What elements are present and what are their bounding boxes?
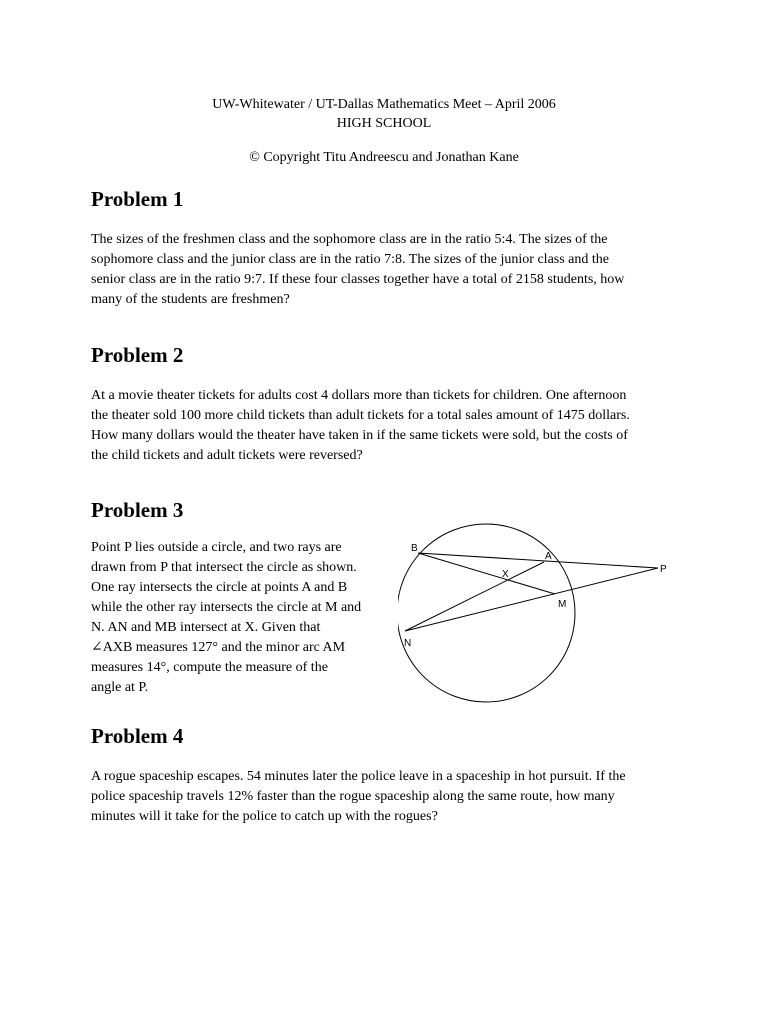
problem-1-heading: Problem 1 xyxy=(91,187,184,211)
title-line-1: UW-Whitewater / UT-Dallas Mathematics Meet – April 2006 xyxy=(212,97,556,112)
chord-an xyxy=(405,562,544,631)
label-a: A xyxy=(545,551,552,562)
problem-1-line: many of the students are freshmen? xyxy=(91,292,290,307)
problem-3-line: measures 14°, compute the measure of the xyxy=(91,660,328,675)
problem-4-line: minutes will it take for the police to catch up with the rogues? xyxy=(91,809,438,824)
problem-3-line: angle at P. xyxy=(91,680,149,695)
problem-4-heading: Problem 4 xyxy=(91,724,184,748)
chord-bm xyxy=(418,553,555,594)
problem-3-line: One ray intersects the circle at points A and B xyxy=(91,580,348,595)
problem-2-text xyxy=(91,386,691,466)
problem-4-text xyxy=(91,767,691,827)
problem-1-line: The sizes of the freshmen class and the sophomore class are in the ratio 5:4. The sizes of the xyxy=(91,232,608,247)
label-m: M xyxy=(558,599,567,610)
problem-2-heading: Problem 2 xyxy=(91,343,184,367)
problem-3-line: Point P lies outside a circle, and two rays are xyxy=(91,540,342,555)
problem-3-line: ∠AXB measures 127° and the minor arc AM xyxy=(91,640,346,655)
problem-2-line: the child tickets and adult tickets were reversed? xyxy=(91,448,363,463)
problem-4-line: police spaceship travels 12% faster than the rogue spaceship along the same route, how many xyxy=(91,789,615,804)
ray-pmn xyxy=(405,568,658,631)
circle-secant-diagram xyxy=(398,518,690,708)
problem-3-line: while the other ray intersects the circle at M and xyxy=(91,600,362,615)
problem-3-line: N. AN and MB intersect at X. Given that xyxy=(91,620,321,635)
problem-3-heading: Problem 3 xyxy=(91,498,184,522)
problem-2-line: How many dollars would the theater have taken in if the same tickets were sold, but the costs of xyxy=(91,428,628,443)
problem-1-line: senior class are in the ratio 9:7. If these four classes together have a total of 2158 students, how xyxy=(91,272,625,287)
copyright-line: © Copyright Titu Andreescu and Jonathan Kane xyxy=(249,150,519,165)
ray-pab xyxy=(418,553,658,568)
label-p: P xyxy=(660,564,667,575)
problem-2-line: the theater sold 100 more child tickets than adult tickets for a total sales amount of 1475 dollars. xyxy=(91,408,630,423)
problem-2-line: At a movie theater tickets for adults cost 4 dollars more than tickets for children. One afternoon xyxy=(91,388,627,403)
label-n: N xyxy=(404,638,412,649)
label-x: X xyxy=(502,569,509,580)
document-title xyxy=(0,95,768,133)
title-line-2: HIGH SCHOOL xyxy=(336,116,432,131)
problem-4-line: A rogue spaceship escapes. 54 minutes later the police leave in a spaceship in hot pursuit. If the xyxy=(91,769,626,784)
problem-3-text xyxy=(91,538,411,698)
problem-1-text xyxy=(91,230,691,310)
problem-3-line: drawn from P that intersect the circle as shown. xyxy=(91,560,357,575)
problem-1-line: sophomore class and the junior class are in the ratio 7:8. The sizes of the junior class and the xyxy=(91,252,609,267)
label-b: B xyxy=(411,543,418,554)
